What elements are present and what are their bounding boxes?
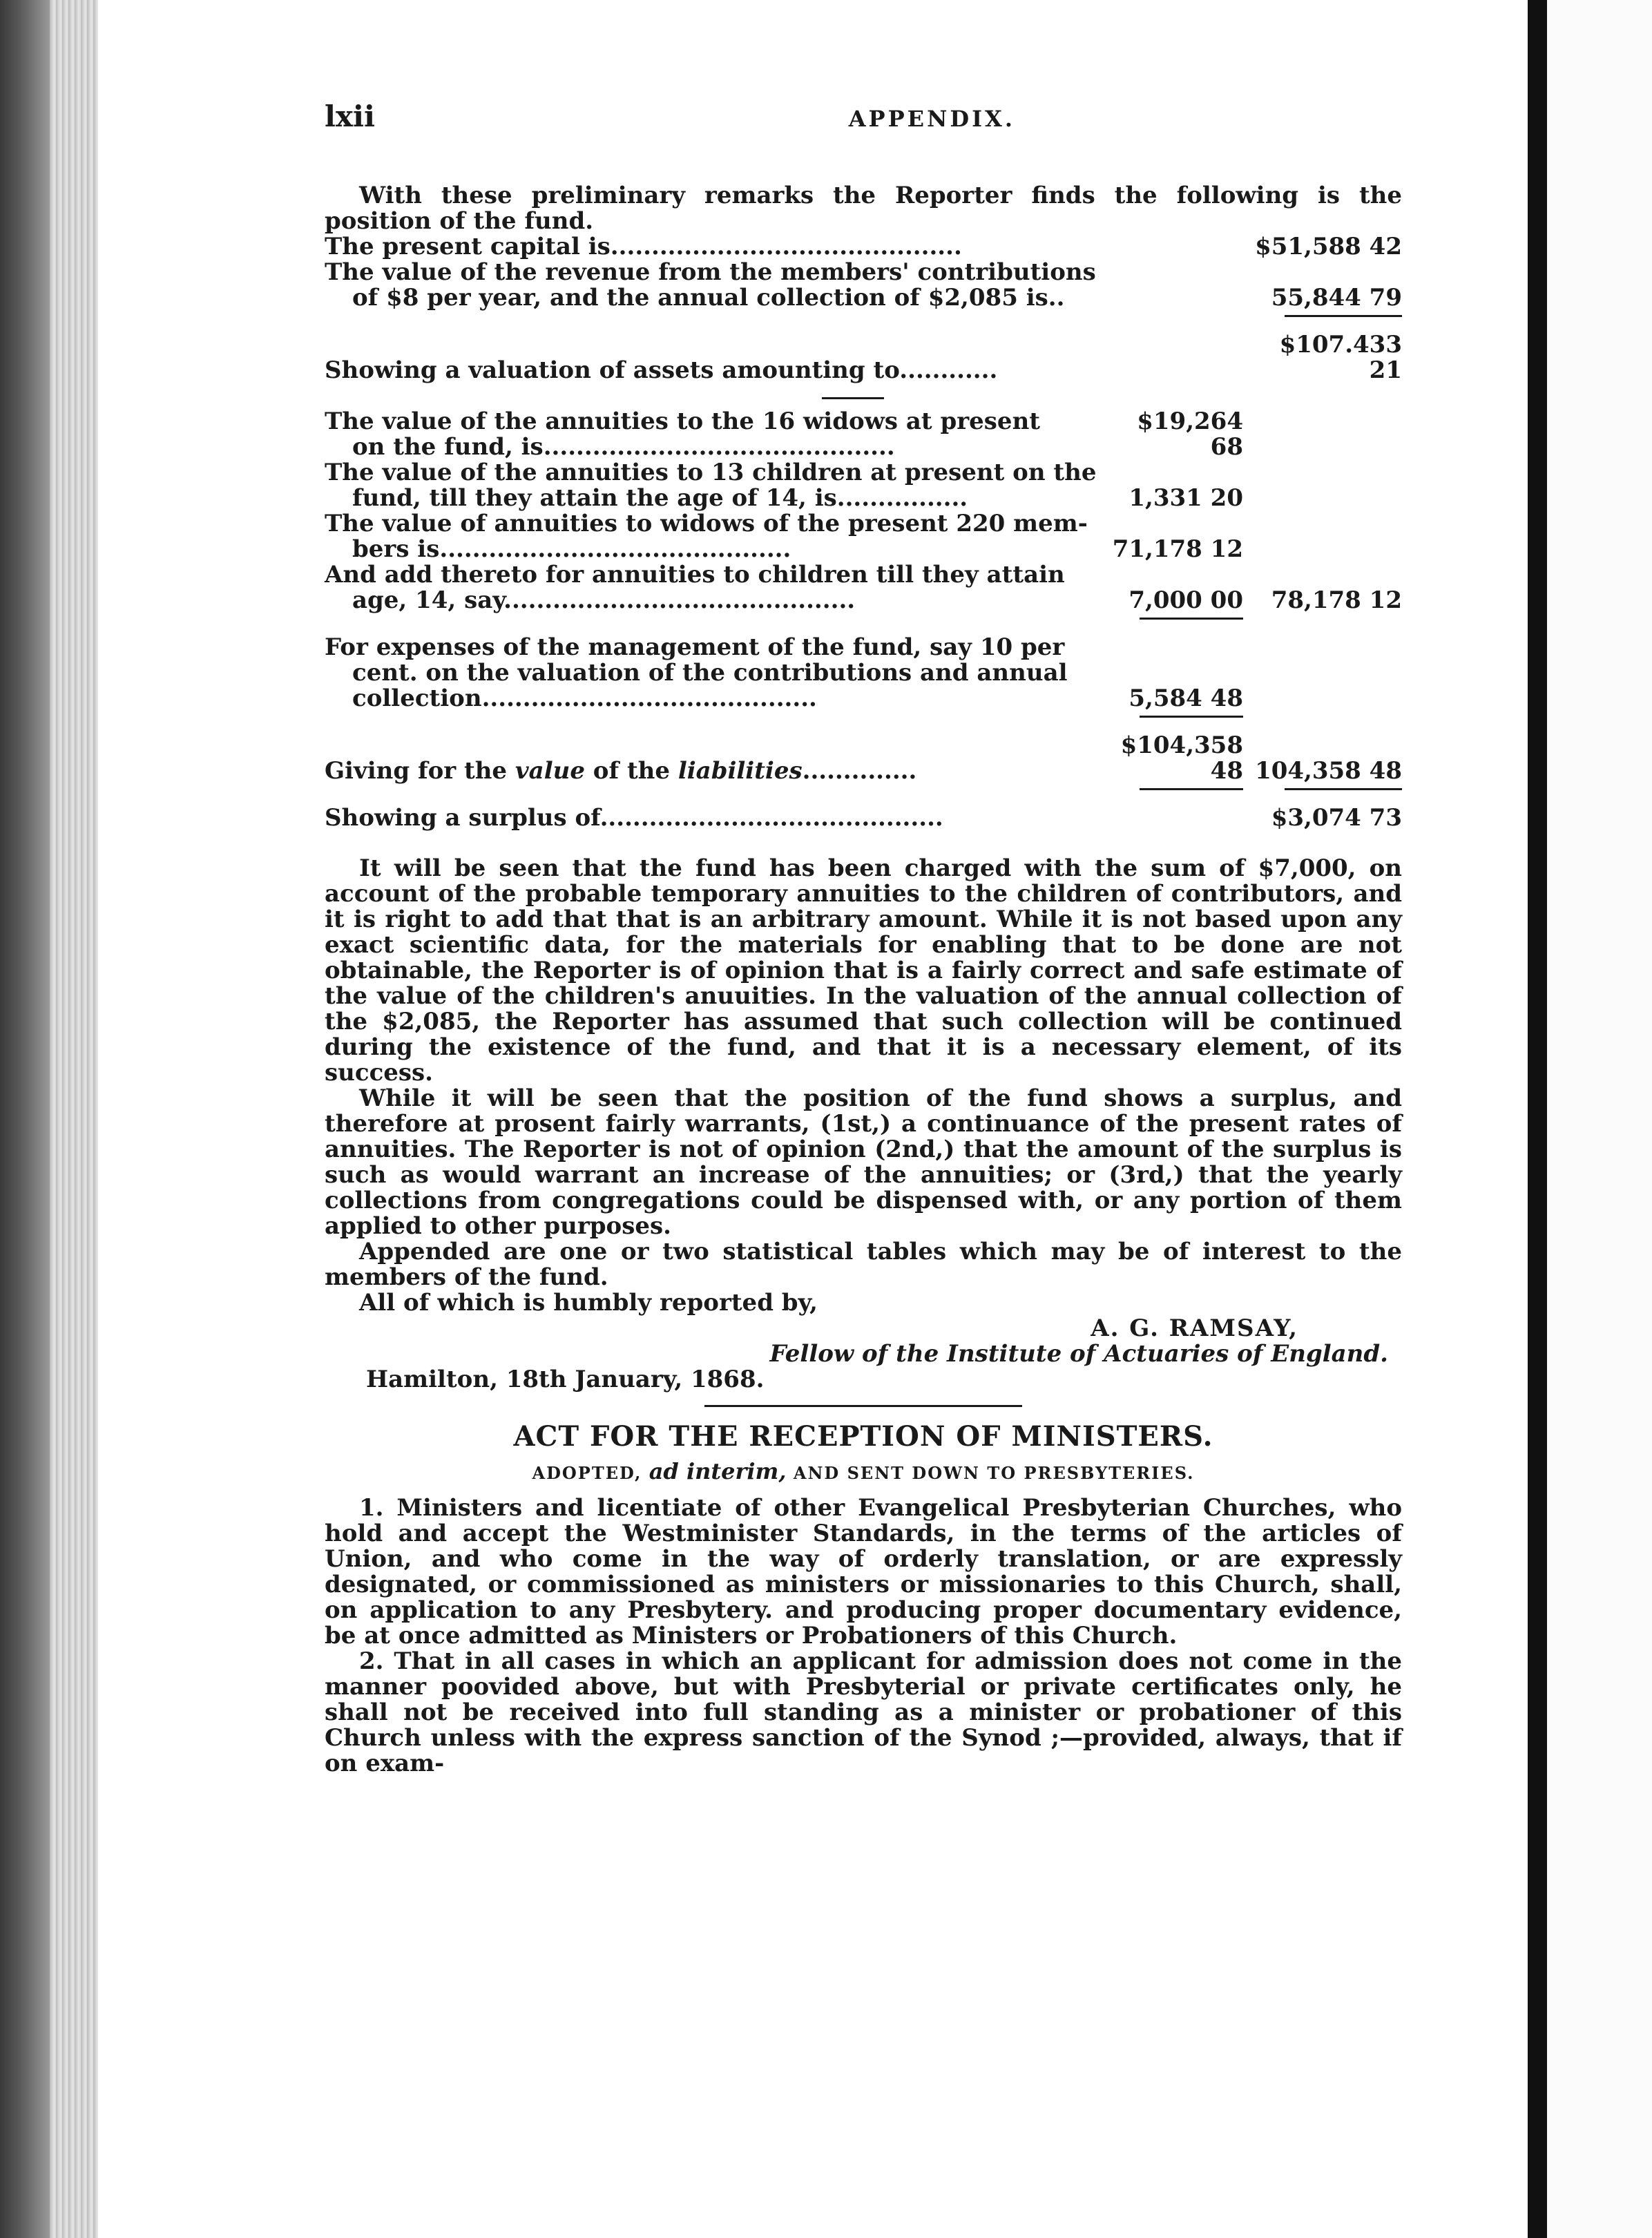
giving-double-rule-2 [1285, 788, 1402, 790]
giving-row [325, 733, 1402, 784]
capital-value: $51,588 42 [1255, 233, 1402, 260]
children-row [325, 460, 1402, 511]
expenses-label-2: cent. on the valuation of the contributions and annual [352, 659, 1068, 687]
section-divider [704, 1405, 1022, 1407]
expenses-label-3: collection......................................... [352, 685, 817, 712]
widows-row [325, 409, 1402, 460]
expenses-value: 5,584 48 [1128, 685, 1243, 712]
running-title: APPENDIX. [848, 106, 1015, 132]
scan-binding-shadow [0, 0, 50, 2238]
act-section [325, 1420, 1402, 1777]
act-title: ACT FOR THE RECEPTION OF MINISTERS. [513, 1420, 1213, 1453]
surplus-label: Showing a surplus of.......................................... [325, 804, 943, 832]
revenue-row [325, 260, 1402, 311]
children-label-2: fund, till they attain the age of 14, is................ [352, 484, 968, 512]
assets-section [325, 234, 1402, 383]
expenses-row [325, 635, 1402, 711]
paragraph-reported: All of which is humbly reported by, [359, 1289, 818, 1317]
revenue-label-2: of $8 per year, and the annual collection of $2,085 is.. [352, 284, 1065, 312]
annuities-sum-rule [1140, 618, 1243, 620]
giving-total: 104,358 48 [1255, 757, 1402, 785]
section-divider-short [822, 397, 884, 399]
expenses-sum-rule [1140, 716, 1243, 718]
add-total: 78,178 12 [1271, 586, 1402, 614]
page-header [325, 99, 1402, 133]
commentary [325, 856, 1402, 1316]
revenue-value: 55,844 79 [1271, 284, 1402, 312]
add-row [325, 562, 1402, 613]
giving-label: Giving for the value of the liabilities.............. [325, 757, 917, 785]
widows-value: $19,264 68 [1137, 408, 1243, 461]
members-row [325, 511, 1402, 562]
book-page-edges [50, 0, 98, 2238]
signature-title: Fellow of the Institute of Actuaries of England. [769, 1340, 1388, 1368]
widows-label-2: on the fund, is........................................... [352, 433, 895, 461]
signature-block [325, 1316, 1402, 1393]
revenue-label-1: The value of the revenue from the members' contributions [325, 258, 1096, 286]
members-value: 71,178 12 [1112, 535, 1243, 563]
intro-paragraph: With these preliminary remarks the Reporter finds the following is the position of the fund. [325, 182, 1402, 235]
add-label-2: age, 14, say........................................... [352, 586, 856, 614]
scan-border-right [1528, 0, 1547, 2238]
members-label-1: The value of annuities to widows of the present 220 mem- [325, 510, 1088, 537]
capital-row [325, 234, 1402, 260]
signature-name: A. G. RAMSAY, [1091, 1314, 1298, 1342]
capital-label: The present capital is........................................... [325, 233, 962, 260]
assets-total-row [325, 332, 1402, 383]
assets-sum-rule [1285, 315, 1402, 317]
expenses-label-1: For expenses of the management of the fund, say 10 per [325, 633, 1065, 661]
page-number: lxii [325, 99, 375, 133]
giving-double-rule-1 [1140, 788, 1243, 790]
act-item-1: 1. Ministers and licentiate of other Evangelical Presbyterian Churches, who hold and accept the Westminister Standards, in the terms of the articles of Union, and who come in the way of orderly translation, or are expressly designated, or commissioned as ministers or missionaries to this Church, shall, on application to any Presbytery. and producing proper documentary evidence, be at once admitted as Ministers or Probationers of this Church. [325, 1494, 1402, 1649]
children-value: 1,331 20 [1128, 484, 1243, 512]
signature-date: Hamilton, 18th January, 1868. [366, 1366, 765, 1393]
add-label-1: And add thereto for annuities to children till they attain [325, 561, 1065, 589]
act-subtitle: ADOPTED, ad interim, AND SENT DOWN TO PRESBYTERIES. [532, 1458, 1195, 1484]
assets-total-value: $107.433 21 [1279, 331, 1402, 384]
page-content [325, 99, 1402, 1777]
liabilities-section [325, 409, 1402, 831]
scan-margin-right [1547, 0, 1652, 2238]
members-label-2: bers is........................................... [352, 535, 791, 563]
add-value: 7,000 00 [1128, 586, 1243, 614]
giving-value: $104,358 48 [1120, 731, 1243, 785]
paragraph-surplus: While it will be seen that the position of the fund shows a surplus, and therefore at prosent fairly warrants, (1st,) a continuance of the present rates of annuities. The Reporter is not of opinion (2nd,) that the amount of the surplus is such as would warrant an increase of the annuities; or (3rd,) that the yearly collections from congregations could be dispensed with, or any portion of them applied to other purposes. [325, 1084, 1402, 1240]
assets-total-label: Showing a valuation of assets amounting to............ [325, 356, 998, 384]
paragraph-appended: Appended are one or two statistical tables which may be of interest to the members of the fund. [325, 1238, 1402, 1291]
act-item-2: 2. That in all cases in which an applicant for admission does not come in the manner poovided above, but with Presbyterial or private certificates only, he shall not be received into full standing as a minister or probationer of this Church unless with the express sanction of the Synod ;—provided, always, that if on exam- [325, 1647, 1402, 1777]
widows-label-1: The value of the annuities to the 16 widows at present [325, 408, 1040, 435]
surplus-row [325, 805, 1402, 831]
paragraph-charge: It will be seen that the fund has been charged with the sum of $7,000, on account of the probable temporary annuities to the children of contributors, and it is right to add that that is an arbitrary amount. While it is not based upon any exact scientific data, for the materials for enabling that to be done are not obtainable, the Reporter is of opinion that is a fairly correct and safe estimate of the value of the children's anuuities. In the valuation of the annual collection of the $2,085, the Reporter has assumed that such collection will be continued during the existence of the fund, and that it is a necessary element, of its success. [325, 854, 1402, 1087]
children-label-1: The value of the annuities to 13 children at present on the [325, 459, 1097, 486]
surplus-value: $3,074 73 [1271, 804, 1402, 832]
